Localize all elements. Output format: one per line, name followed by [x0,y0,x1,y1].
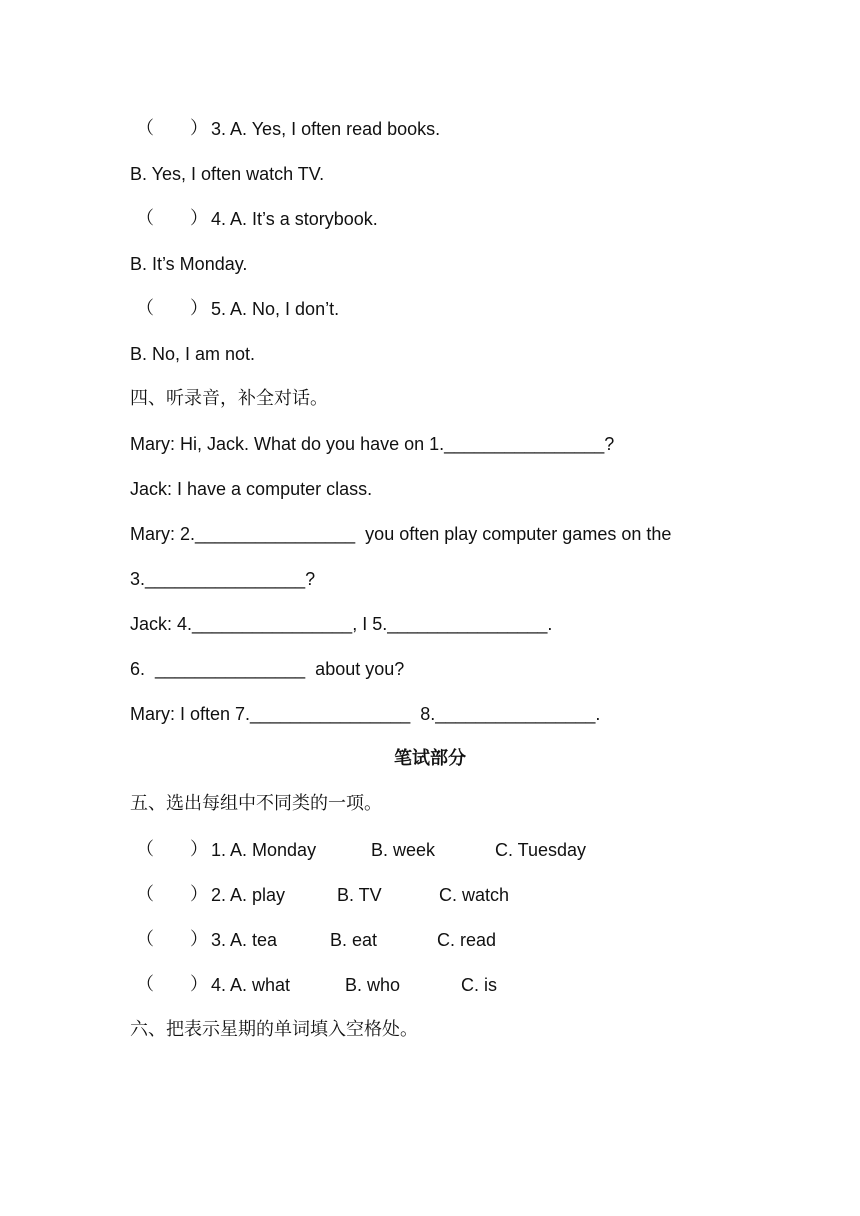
question-option-a: 4. A. It’s a storybook. [211,209,378,229]
option-c: C. watch [439,885,510,905]
answer-paren: （ ） [136,974,208,995]
option-a: 1. A. Monday [211,840,317,860]
answer-paren: （ ） [136,839,208,860]
dialogue-line: 3.________________? [130,569,316,589]
option-c: C. Tuesday [495,840,587,860]
option-b: B. eat [330,930,378,950]
dialogue-line: Jack: I have a computer class. [130,479,373,499]
answer-paren: （ ） [136,884,208,905]
section-4-title: 四、听录音，补全对话。 [130,388,328,409]
section-6-title: 六、把表示星期的单词填入空格处。 [130,1019,418,1040]
option-b: B. who [345,975,401,995]
question-option-b: B. Yes, I often watch TV. [130,164,325,184]
dialogue-line: 6. _______________ about you? [130,659,405,679]
question-option-b: B. It’s Monday. [130,254,248,274]
option-b: B. week [371,840,436,860]
option-c: C. read [437,930,497,950]
answer-paren: （ ） [136,118,208,139]
question-option-b: B. No, I am not. [130,344,256,364]
option-a: 2. A. play [211,885,286,905]
written-part-title: 笔试部分 [394,748,466,769]
option-b: B. TV [337,885,382,905]
answer-paren: （ ） [136,929,208,950]
section-5-title: 五、选出每组中不同类的一项。 [130,793,382,814]
option-a: 4. A. what [211,975,291,995]
answer-paren: （ ） [136,298,208,319]
option-c: C. is [461,975,497,995]
dialogue-line: Mary: 2.________________ you often play computer games on the [130,524,672,544]
dialogue-line: Mary: Hi, Jack. What do you have on 1.________________? [130,434,615,454]
answer-paren: （ ） [136,208,208,229]
question-option-a: 5. A. No, I don’t. [211,299,340,319]
option-a: 3. A. tea [211,930,278,950]
dialogue-line: Mary: I often 7.________________ 8.________________. [130,704,601,724]
question-option-a: 3. A. Yes, I often read books. [211,119,441,139]
dialogue-line: Jack: 4.________________, I 5.________________. [130,614,553,634]
